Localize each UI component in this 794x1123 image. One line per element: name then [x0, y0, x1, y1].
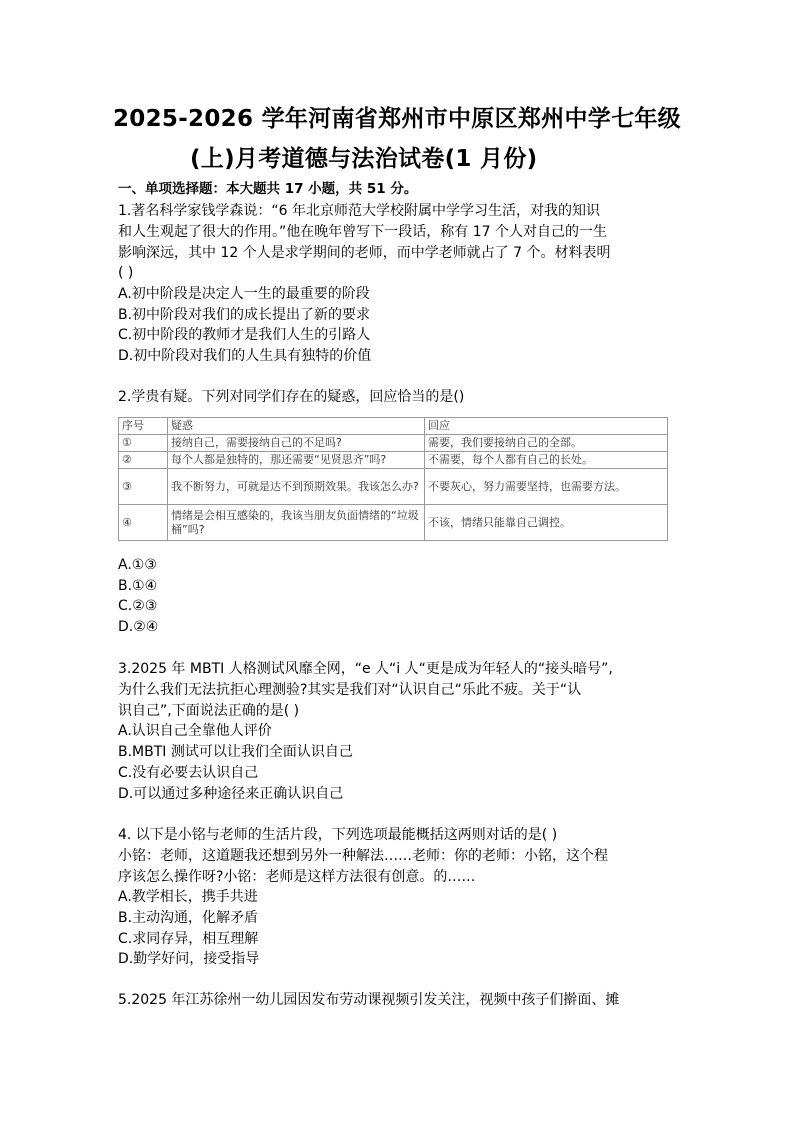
q2-option: A.①③	[118, 557, 157, 573]
q2-option: D.②④	[118, 619, 159, 635]
q4-stem-line: 序该怎么操作呀?小铭：老师是这样方法很有创意。的……	[118, 869, 476, 885]
q2-option: B.①④	[118, 578, 158, 594]
q3-option: A.认识自己全靠他人评价	[118, 723, 272, 739]
q1-option: A.初中阶段是决定人一生的最重要的阶段	[118, 286, 370, 302]
exam-title-line1: 2025-2026 学年河南省郑州市中原区郑州中学七年级	[113, 106, 681, 132]
q1-option: D.初中阶段对我们的人生具有独特的价值	[118, 348, 372, 364]
table-cell: 不该，情绪只能靠自己调控。	[425, 505, 668, 541]
table-cell: ①	[119, 435, 168, 452]
q1-stem-line: 和人生观起了很大的作用。”他在晚年曾写下一段话，称有 17 个人对自己的一生	[118, 224, 607, 240]
table-header-cell: 疑惑	[168, 418, 425, 435]
table-cell: 情绪是会相互感染的，我该当朋友负面情绪的“垃圾桶”吗?	[168, 505, 425, 541]
table-cell: 接纳自己，需要接纳自己的不足吗?	[168, 435, 425, 452]
q4-option: D.勤学好问，接受指导	[118, 951, 260, 967]
q1-option: B.初中阶段对我们的成长提出了新的要求	[118, 307, 371, 323]
q1-option: C.初中阶段的教师才是我们人生的引路人	[118, 327, 371, 343]
table-cell: ②	[119, 452, 168, 469]
q4-option: B.主动沟通，化解矛盾	[118, 910, 259, 926]
table-cell: 我不断努力，可就是达不到预期效果。我该怎么办?	[168, 469, 425, 505]
table-header-row	[119, 418, 668, 435]
q3-option: C.没有必要去认识自己	[118, 765, 259, 781]
table-cell: 不需要，每个人都有自己的长处。	[425, 452, 668, 469]
table-row	[119, 435, 668, 452]
table-row	[119, 452, 668, 469]
q4-option: C.求同存异，相互理解	[118, 931, 259, 947]
q2-option: C.②③	[118, 598, 158, 614]
table-cell: ③	[119, 469, 168, 505]
table-row	[119, 469, 668, 505]
q4-stem-line: 小铭：老师，这道题我还想到另外一种解法……老师：你的老师：小铭，这个程	[118, 848, 608, 864]
q2-stem: 2.学贵有疑。下列对同学们存在的疑惑，回应恰当的是()	[118, 389, 465, 405]
table-cell: ④	[119, 505, 168, 541]
table-cell: 不要灰心，努力需要坚持，也需要方法。	[425, 469, 668, 505]
table-header-cell: 序号	[119, 418, 168, 435]
q2-table	[118, 417, 668, 541]
q5-stem-line: 5.2025 年江苏徐州一幼儿园因发布劳动课视频引发关注，视频中孩子们擀面、摊	[118, 992, 620, 1008]
q3-option: B.MBTI 测试可以让我们全面认识自己	[118, 744, 353, 760]
q1-stem-line: 影响深远，其中 12 个人是求学期间的老师，而中学老师就占了 7 个。材料表明	[118, 245, 611, 261]
q3-option: D.可以通过多种途径来正确认识自己	[118, 786, 344, 802]
q3-stem-line: 3.2025 年 MBTI 人格测试风靡全网，“e 人“i 人“更是成为年轻人的“接头暗号”,	[118, 661, 613, 677]
exam-title-line2: (上)月考道德与法治试卷(1 月份)	[190, 146, 538, 172]
table-header-cell: 回应	[425, 418, 668, 435]
q3-stem-line: 识自己”,下面说法正确的是( )	[118, 703, 300, 719]
table-cell: 每个人都是独特的，那还需要“见贤思齐”吗?	[168, 452, 425, 469]
table-cell: 需要，我们要接纳自己的全部。	[425, 435, 668, 452]
q4-option: A.教学相长，携手共进	[118, 889, 258, 905]
section-heading: 一、单项选择题：本大题共 17 小题，共 51 分。	[118, 181, 418, 197]
q4-stem-line: 4. 以下是小铭与老师的生活片段，下列选项最能概括这两则对话的是( )	[118, 827, 558, 843]
table-row	[119, 505, 668, 541]
q3-stem-line: 为什么我们无法抗拒心理测验?其实是我们对“认识自己“乐此不疲。关于“认	[118, 682, 582, 698]
q1-stem-line: ( )	[118, 265, 134, 281]
q1-stem-line: 1.著名科学家钱学森说：“6 年北京师范大学校附属中学学习生活，对我的知识	[118, 203, 600, 219]
